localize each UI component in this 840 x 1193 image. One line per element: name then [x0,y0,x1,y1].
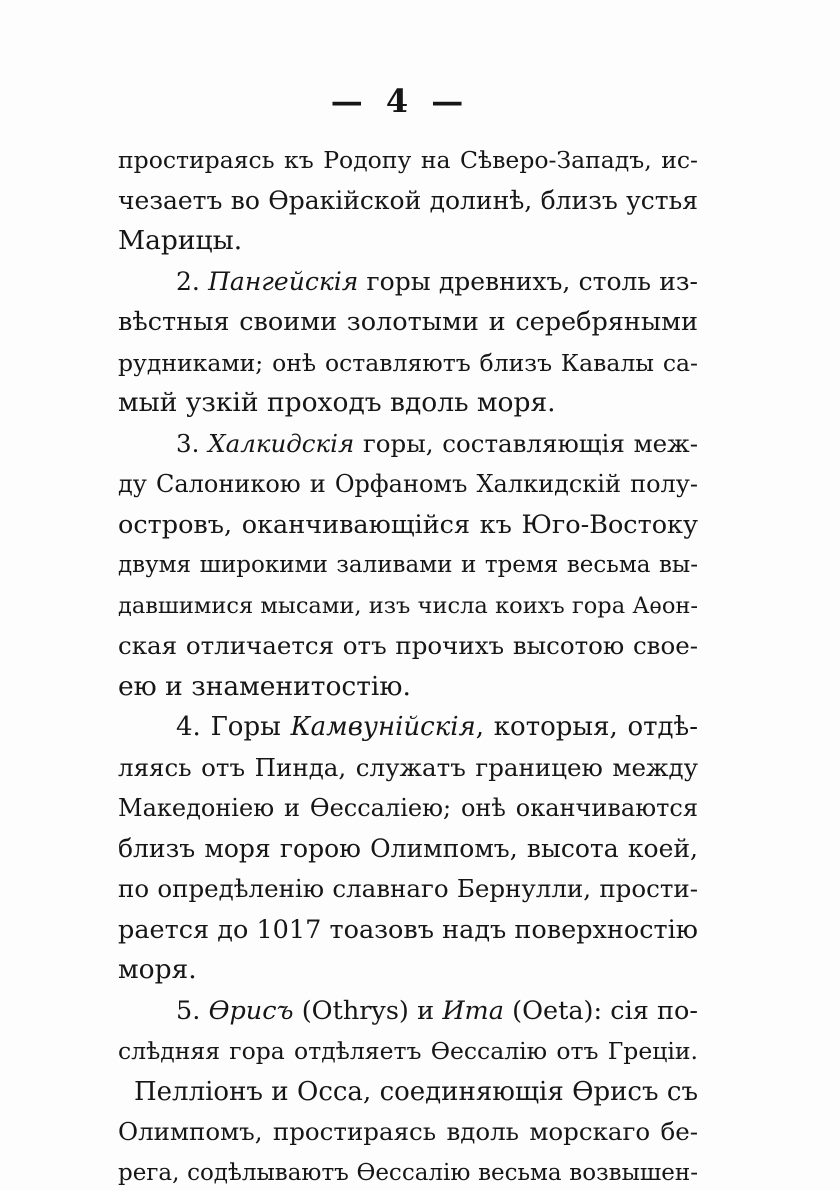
text-run: Горы [211,712,281,742]
text-run: горы, составляющія меж- [363,429,698,458]
text-line: Марицы. [118,221,698,262]
text-line: ляясь отъ Пинда, служатъ границею между [118,748,698,789]
text-line: простираясь къ Родопу на Сѣверо-Западъ, ис- [118,140,698,181]
section-2-heading-line [118,262,698,303]
section-number: 3. [176,429,199,458]
text-line: Македоніею и Ѳессаліею; онѣ оканчиваются [118,788,698,829]
text-run: горы древнихъ, столь из- [367,267,698,296]
text-line: вѣстныя своими золотыми и серебряными [118,302,698,343]
text-line: Пелліонъ и Осса, соединяющія Ѳрисъ съ [118,1072,698,1113]
text-line: близъ моря горою Олимпомъ, высота коей, [118,829,698,870]
text-line: островъ, оканчивающійся къ Юго-Востоку [118,505,698,546]
text-line: слѣдняя гора отдѣляетъ Ѳессалію отъ Греціи. [118,1031,698,1072]
mountain-name: Камвунійскія [291,712,476,742]
mountain-name: Ита [442,996,504,1026]
text-line: рега, содѣлываютъ Ѳессалію весьма возвышен- [118,1153,698,1193]
section-3-heading-line [118,424,698,465]
mountain-name: Пангейскія [208,267,358,296]
section-number: 5. [176,996,200,1026]
text-line: ею и знаменитостію. [118,667,698,708]
section-5-heading-line [118,991,698,1032]
section-number: 4. [176,712,201,742]
body-text [118,140,698,1193]
text-line: чезаетъ во Ѳракійской долинѣ, близъ устья [118,181,698,222]
section-4-heading-line [118,707,698,748]
text-line: моря. [118,950,698,991]
text-run: (Othrys) и [302,996,434,1026]
mountain-name: Ѳрисъ [209,996,294,1026]
text-run: , которыя, отдѣ- [476,712,698,742]
text-run: (Oeta): сія по- [512,996,698,1026]
page-number: — 4 — [0,82,800,120]
text-line: давшимися мысами, изъ числа коихъ гора Аѳон- [118,586,698,627]
text-line: ская отличается отъ прочихъ высотою свое- [118,626,698,667]
mountain-name: Халкидскія [208,429,354,458]
text-line: рудниками; онѣ оставляютъ близъ Кавалы са- [118,343,698,384]
text-line: двумя широкими заливами и тремя весьма вы- [118,545,698,586]
section-number: 2. [176,267,200,296]
text-line: мый узкій проходъ вдоль моря. [118,383,698,424]
text-line: Олимпомъ, простираясь вдоль морскаго бе- [118,1112,698,1153]
text-line: рается до 1017 тоазовъ надъ поверхностію [118,910,698,951]
text-line: по опредѣленію славнаго Бернулли, прости- [118,869,698,910]
text-line: ду Салоникою и Орфаномъ Халкидскій полу- [118,464,698,505]
